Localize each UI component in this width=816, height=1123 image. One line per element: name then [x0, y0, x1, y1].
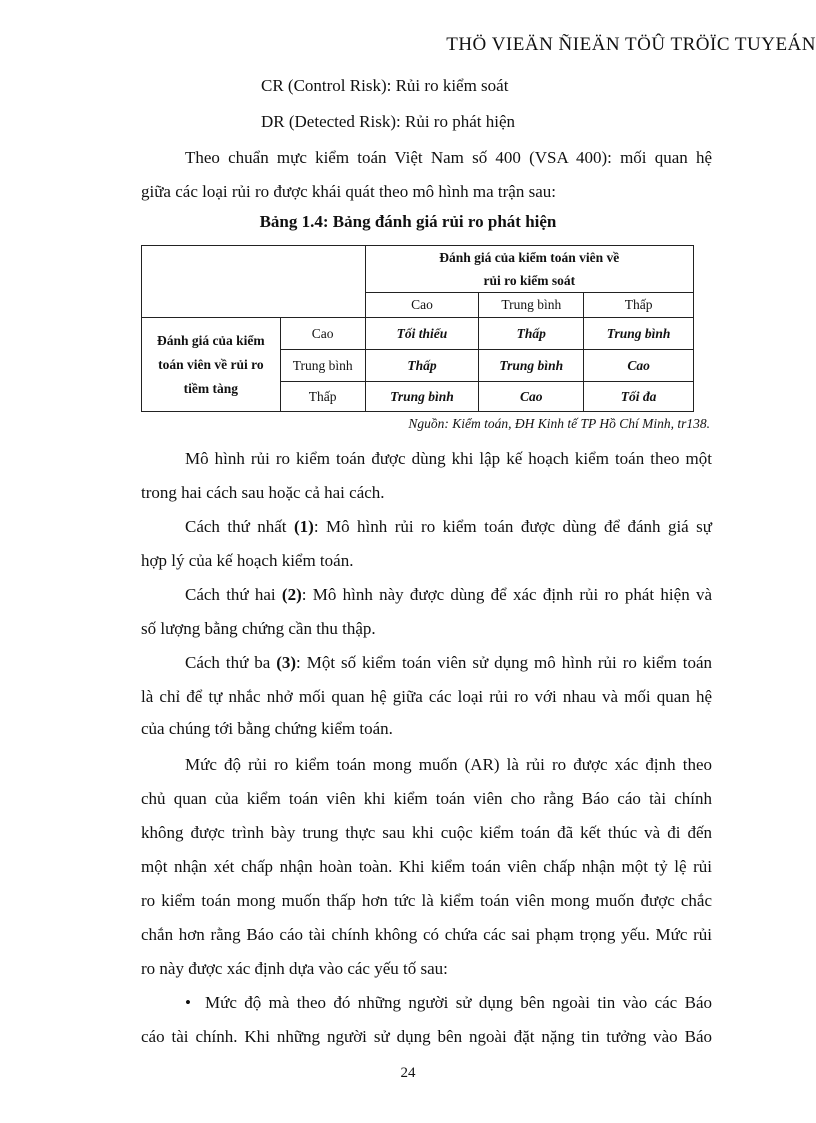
paragraph-1-line-1: Mô hình rủi ro kiểm toán được dùng khi lập kế hoạch kiểm toán theo một	[185, 449, 712, 468]
row-label-cao: Cao	[280, 318, 365, 350]
table-cell: Cao	[584, 350, 694, 382]
table-cell: Cao	[479, 382, 584, 412]
paragraph-5-line-1: Mức độ rủi ro kiểm toán mong muốn (AR) là rủi ro được xác định theo	[185, 755, 712, 774]
table-cell: Thấp	[479, 318, 584, 350]
table-cell: Tối đa	[584, 382, 694, 412]
paragraph-5-line-7: ro này được xác định dựa vào các yếu tố sau:	[141, 959, 448, 978]
table-source-note: Nguồn: Kiểm toán, ĐH Kinh tế TP Hồ Chí Minh, tr138.	[408, 416, 710, 431]
table-cell: Thấp	[365, 350, 479, 382]
table-corner-cell	[142, 246, 366, 318]
paragraph-4-line-1	[185, 651, 712, 675]
table-cell: Trung bình	[365, 382, 479, 412]
table-cell: Tối thiểu	[365, 318, 479, 350]
table-cell: Trung bình	[479, 350, 584, 382]
bullet-item	[185, 991, 712, 1015]
paragraph-5-line-4: một nhận xét chấp nhận hoàn toàn. Khi kiểm toán viên chấp nhận một tỷ lệ rủi	[141, 857, 712, 876]
row-group-header	[142, 318, 281, 412]
paragraph-2-number: (1)	[293, 517, 314, 536]
column-header-thap: Thấp	[584, 293, 694, 318]
table-caption: Bảng 1.4: Bảng đánh giá rủi ro phát hiện	[259, 212, 557, 231]
paragraph-3-lead: Cách thứ hai	[185, 585, 282, 604]
paragraph-2-text: : Mô hình rủi ro kiểm toán được dùng để đánh giá sự	[313, 517, 712, 536]
row-label-trung-binh: Trung bình	[280, 350, 365, 382]
column-header-cao: Cao	[365, 293, 479, 318]
column-group-header-line-1: Đánh giá của kiểm toán viên về	[439, 250, 620, 265]
paragraph-1-line-2: trong hai cách sau hoặc cả hai cách.	[141, 483, 385, 502]
bullet-icon: •	[185, 993, 191, 1012]
paragraph-5-line-3: không được trình bày trung thực sau khi cuộc kiểm toán đã kết thúc và đi đến	[141, 823, 712, 842]
row-group-header-line-3: tiềm tàng	[183, 380, 239, 396]
paragraph-2-lead: Cách thứ nhất	[185, 517, 294, 536]
intro-line-1: Theo chuẩn mực kiểm toán Việt Nam số 400 (VSA 400): mối quan hệ	[185, 148, 712, 167]
row-group-header-line-1: Đánh giá của kiểm	[157, 332, 265, 348]
intro-line-2: giữa các loại rủi ro được khái quát theo mô hình ma trận sau:	[141, 182, 556, 201]
paragraph-4-line-3: của chúng tới bằng chứng kiểm toán.	[141, 719, 393, 738]
definition-cr: CR (Control Risk): Rủi ro kiểm soát	[261, 76, 509, 95]
column-group-header-line-2: rủi ro kiểm soát	[483, 273, 576, 288]
paragraph-5-line-2: chủ quan của kiểm toán viên khi kiểm toán viên cho rằng Báo cáo tài chính	[141, 789, 712, 808]
column-header-trung-binh: Trung bình	[479, 293, 584, 318]
table-cell: Trung bình	[584, 318, 694, 350]
paragraph-4-lead: Cách thứ ba	[185, 653, 277, 672]
paragraph-3-text: : Mô hình này được dùng để xác định rủi ro phát hiện và	[301, 585, 712, 604]
paragraph-2-line-1	[185, 515, 712, 539]
paragraph-4-text: : Một số kiểm toán viên sử dụng mô hình rủi ro kiểm toán	[296, 653, 712, 672]
row-label-thap: Thấp	[280, 382, 365, 412]
paragraph-5-line-6: chắn hơn rằng Báo cáo tài chính không có chứa các sai phạm trọng yếu. Mức rủi	[141, 925, 712, 944]
risk-matrix-table	[141, 245, 694, 412]
paragraph-3-line-2: số lượng bằng chứng cần thu thập.	[141, 619, 376, 638]
page-header: THÖ VIEÄN ÑIEÄN TÖÛ TRÖÏC TUYEÁN	[446, 34, 816, 55]
definition-dr: DR (Detected Risk): Rủi ro phát hiện	[261, 112, 516, 131]
bullet-line-2: cáo tài chính. Khi những người sử dụng bên ngoài đặt nặng tin tưởng vào Báo	[141, 1027, 712, 1046]
paragraph-2-line-2: hợp lý của kế hoạch kiểm toán.	[141, 551, 354, 570]
row-group-header-line-2: toán viên về rủi ro	[158, 356, 264, 372]
paragraph-3-number: (2)	[281, 585, 302, 604]
column-group-header	[365, 246, 693, 293]
page-number: 24	[400, 1065, 416, 1081]
paragraph-4-number: (3)	[276, 653, 297, 672]
paragraph-5-line-5: ro kiểm toán mong muốn thấp hơn tức là kiểm toán viên mong muốn được chắc	[141, 891, 712, 910]
paragraph-4-line-2: là chỉ để tự nhắc nhở mối quan hệ giữa các loại rủi ro với nhau và mối quan hệ	[141, 687, 712, 706]
paragraph-3-line-1	[185, 583, 712, 607]
bullet-line-1: Mức độ mà theo đó những người sử dụng bên ngoài tin vào các Báo	[205, 993, 712, 1012]
